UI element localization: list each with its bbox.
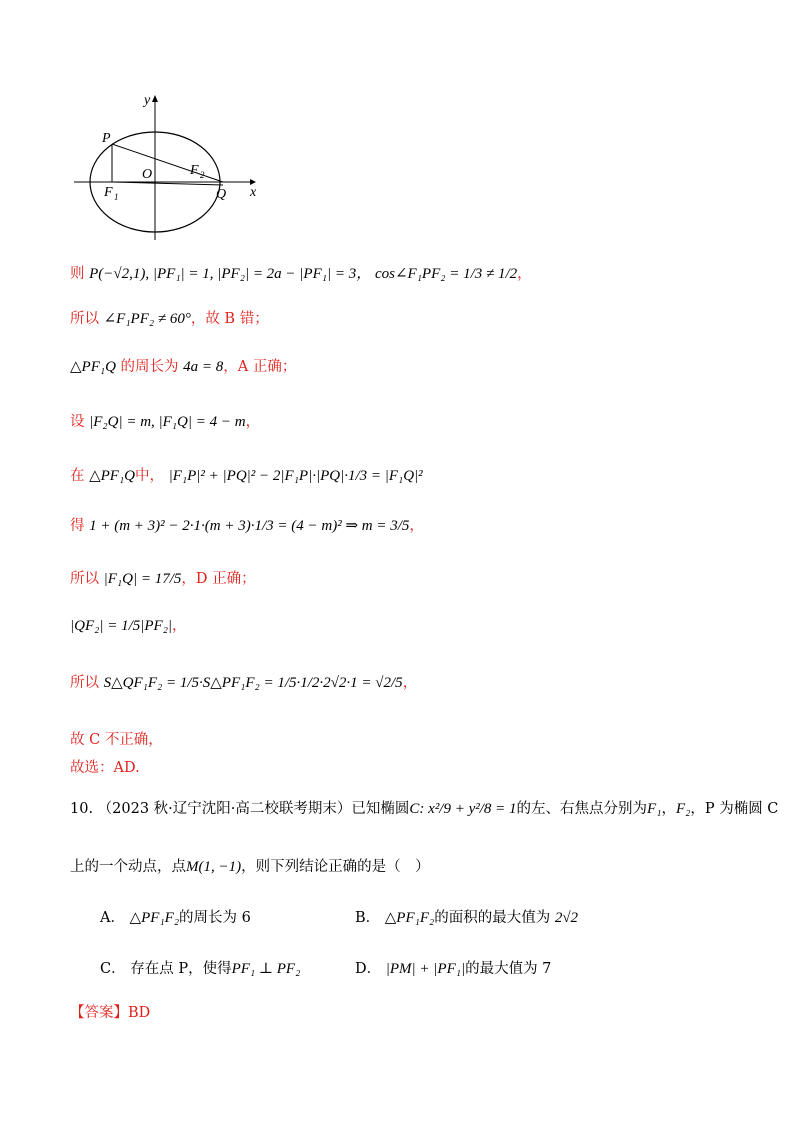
question-10-line-2: 上的一个动点，点M(1, −1)，则下列结论正确的是（ ）: [70, 859, 430, 875]
solution-line-5-math: △PF₁Q: [89, 468, 136, 484]
ellipse-equation: C: x²/9 + y²/8 = 1: [409, 801, 517, 817]
solution-line-2: 所以 ∠F₁PF₂ ≠ 60°，故 B 错；: [70, 311, 269, 327]
answer-value: BD: [128, 1005, 151, 1021]
solution-line-3: △PF₁Q 的周长为 4a = 8，A 正确；: [70, 359, 297, 375]
solution-line-4-math: |F₂Q| = m, |F₁Q| = 4 − m: [89, 414, 246, 430]
answer: [70, 1001, 150, 1022]
solution-line-7-math: |F₁Q| = 17/5: [103, 571, 182, 587]
label-f2-sub: 2: [200, 170, 205, 180]
label-f1-sub: 1: [114, 192, 119, 202]
solution-line-1-math: P(−√2,1), |PF₁| = 1, |PF₂| = 2a − |PF₁| = 3， cos∠F₁PF₂ = 1/3 ≠ 1/2: [89, 266, 518, 282]
question-source: （2023 秋·辽宁沈阳·高二校联考期末）已知椭圆: [97, 801, 410, 817]
label-o: O: [142, 167, 153, 182]
segment-pq: [112, 144, 223, 182]
label-p: P: [102, 131, 111, 146]
solution-line-7: 所以 |F₁Q| = 17/5，D 正确；: [70, 571, 256, 587]
label-q: Q: [216, 187, 227, 202]
solution-line-9-math: S△QF₁F₂ = 1/5·S△PF₁F₂ = 1/5·1/2·2√2·1 = √2/5: [103, 675, 403, 691]
question-10-line-1: 10. （2023 秋·辽宁沈阳·高二校联考期末）已知椭圆C: x²/9 + y²/8 = 1的左、右焦点分别为F₁，F₂，P 为椭圆 C: [70, 801, 779, 817]
solution-line-11: 故选：AD.: [70, 760, 140, 776]
solution-line-3-math2: 4a = 8: [183, 359, 224, 375]
answer-label: 【答案】: [70, 1005, 128, 1021]
solution-line-9: 所以 S△QF₁F₂ = 1/5·S△PF₁F₂ = 1/5·1/2·2√2·1 = √2/5，: [70, 675, 418, 691]
label-x: x: [250, 185, 257, 200]
solution-line-8: |QF₂| = 1/5|PF₂|，: [70, 618, 187, 634]
solution-line-5-math2: |F₁P|² + |PQ|² − 2|F₁P|·|PQ|·1/3 = |F₁Q|²: [168, 468, 423, 484]
solution-line-4: 设 |F₂Q| = m, |F₁Q| = 4 − m，: [70, 414, 261, 430]
solution-line-10: 故 C 不正确，: [70, 732, 163, 748]
option-c: C． 存在点 P，使得PF₁ ⊥ PF₂: [100, 961, 301, 977]
ellipse-figure: [60, 90, 270, 250]
question-number: 10.: [70, 801, 94, 817]
y-axis-arrow: [152, 95, 158, 102]
solution-line-2-math: ∠F₁PF₂ ≠ 60°: [103, 311, 191, 327]
solution-line-1: 则 P(−√2,1), |PF₁| = 1, |PF₂| = 2a − |PF₁| = 3， cos∠F₁PF₂ = 1/3 ≠ 1/2，: [70, 266, 532, 282]
solution-line-8-math: |QF₂| = 1/5|PF₂|: [70, 618, 173, 634]
solution-line-6-math: 1 + (m + 3)² − 2·1·(m + 3)·1/3 = (4 − m)² ⇒ m = 3/5: [89, 518, 410, 534]
label-f2: F: [190, 163, 199, 178]
solution-line-6: 得 1 + (m + 3)² − 2·1·(m + 3)·1/3 = (4 − m)² ⇒ m = 3/5，: [70, 518, 424, 534]
option-a: A． △PF₁F₂的周长为 6: [100, 910, 251, 926]
solution-line-5: 在 △PF₁Q中， |F₁P|² + |PQ|² − 2|F₁P|·|PQ|·1/3 = |F₁Q|²: [70, 468, 423, 484]
option-d: D． |PM| + |PF₁|的最大值为 7: [355, 961, 552, 977]
label-f1: F: [104, 185, 113, 200]
option-b: B． △PF₁F₂的面积的最大值为 2√2: [355, 910, 579, 926]
label-y: y: [144, 93, 151, 108]
point-m: M(1, −1): [186, 859, 242, 875]
solution-line-3-math: △PF₁Q: [70, 359, 116, 375]
